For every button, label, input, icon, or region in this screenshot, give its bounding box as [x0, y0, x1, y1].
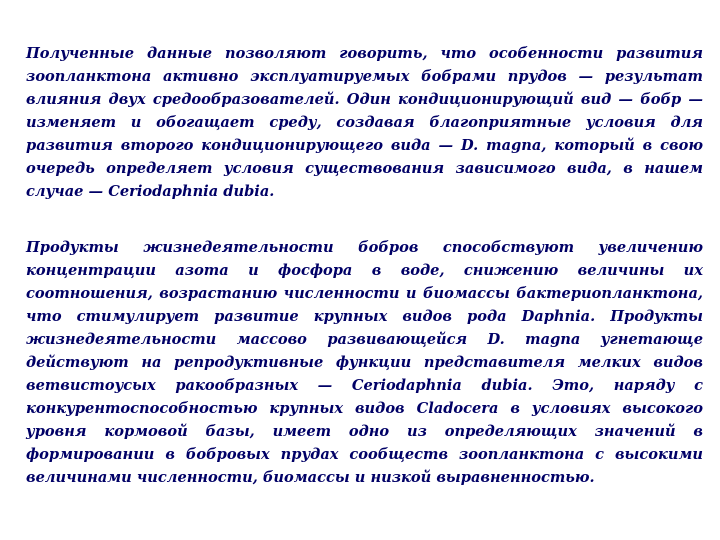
paragraph-2: Продукты жизнедеятельности бобров способствуют увеличению концентрации азота и фосфора в воде, снижению величины их соотношения, возрастанию численности и биомассы бактериопланктона, что стимулирует развитие крупных видов рода Daphnia. Продукты жизнедеятельности массово развивающейся D. magna угнетающе действуют на репродуктивные функции представителя мелких видов ветвистоусых ракообразных — Ceriodaphnia dubia. Это, наряду с конкурентоспособностью крупных видов Cladocera в условиях высокого уровня кормовой базы, имеет одно из определяющих значений в формировании в бобровых прудах сообществ зоопланктона с высокими величинами численности, биомассы и низкой выравненностью. — [26, 239, 703, 486]
paragraph-1: Полученные данные позволяют говорить, что особенности развития зоопланктона активно эксплуатируемых бобрами прудов — результат влияния двух средообразователей. Один кондиционирующий вид — бобр — изменяет и обогащает среду, создавая благоприятные условия для развития второго кондиционирующего вида — D. magna, который в свою очередь определяет условия существования зависимого вида, в нашем случае — Ceriodaphnia dubia. — [26, 45, 703, 200]
